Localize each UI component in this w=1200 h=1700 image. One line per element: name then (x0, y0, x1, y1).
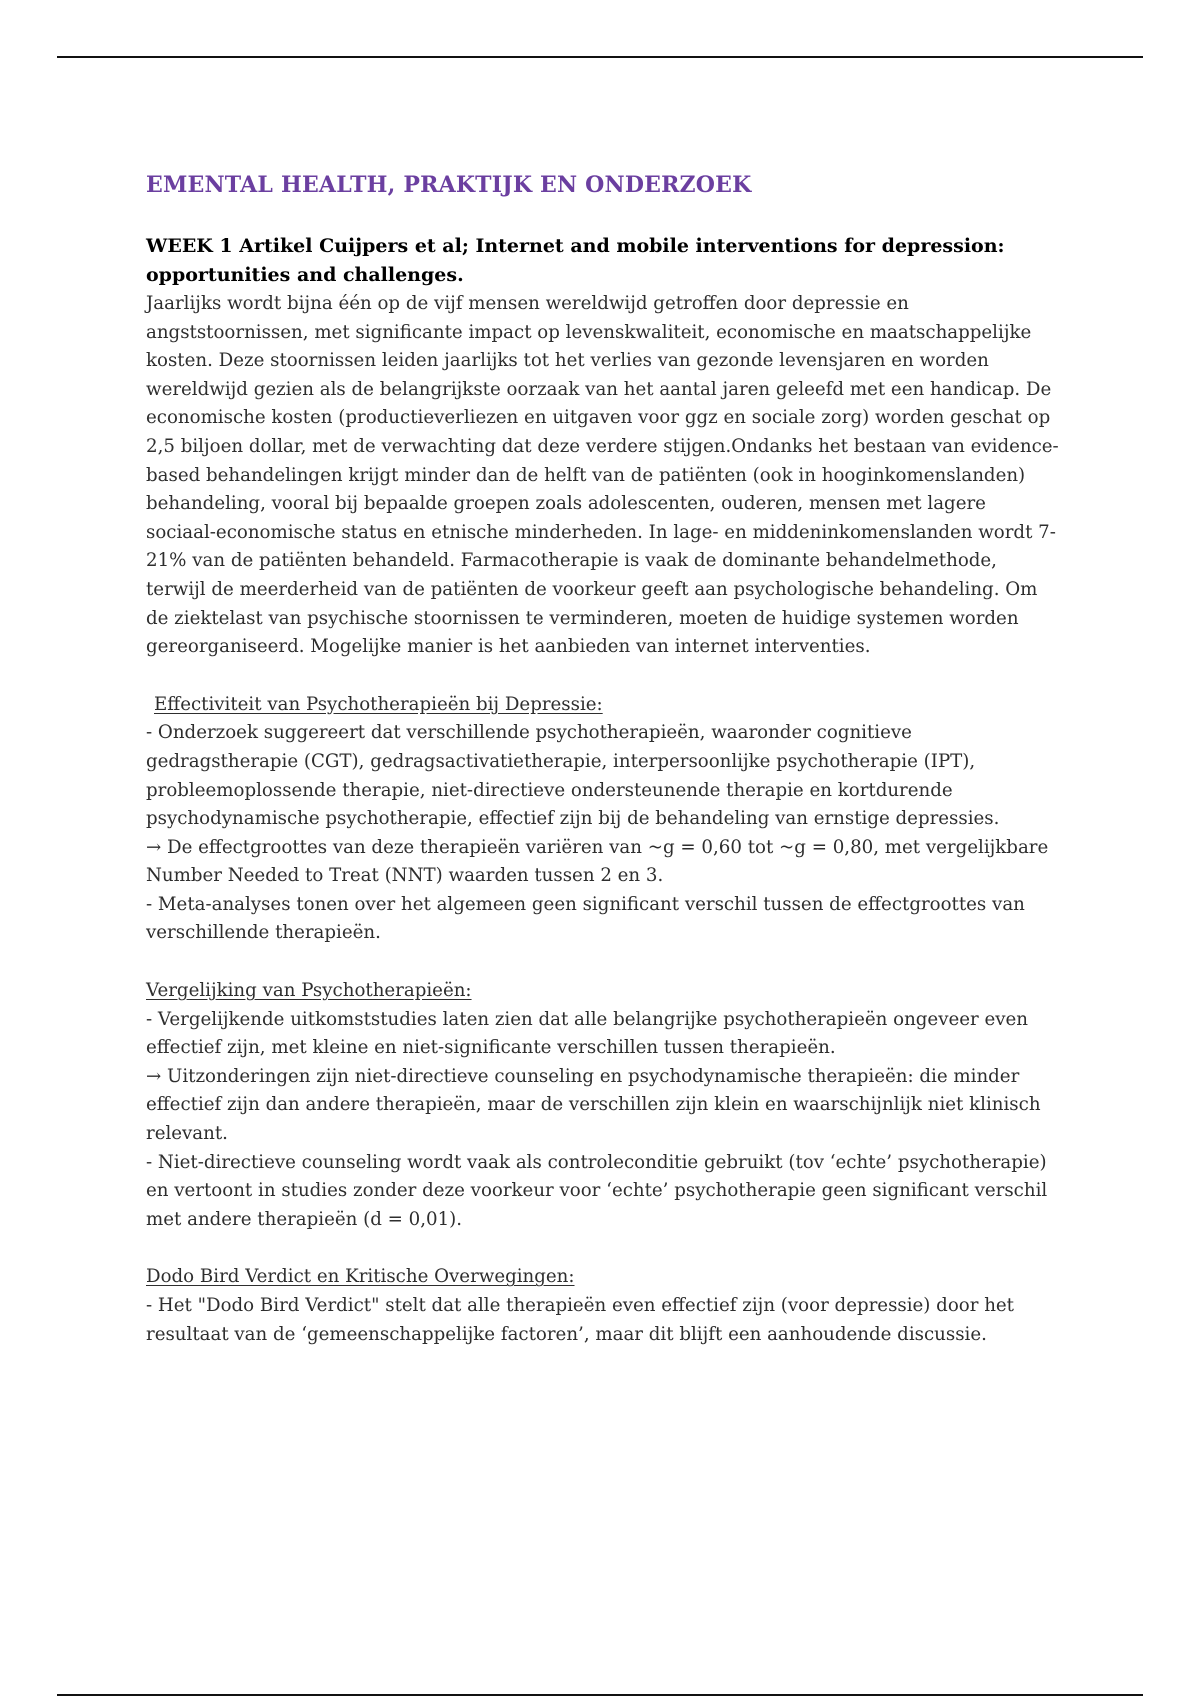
document-title: EMENTAL HEALTH, PRAKTIJK EN ONDERZOEK (146, 172, 752, 198)
section-dodo-bird (146, 1263, 1061, 1349)
section-vergelijking (146, 977, 1061, 1234)
section-effectiviteit (146, 691, 1061, 948)
section-line: - Onderzoek suggereert dat verschillende psychotherapieën, waaronder cognitieve gedragstherapie (CGT), gedragsactivatietherapie, interpersoonlijke psychotherapie (IPT), probleemoplossende therapie, niet-directieve ondersteunende therapie en kortdurende psychodynamische psychotherapie, effectief zijn bij de behandeling van ernstige depressies. (146, 722, 1000, 830)
section-line: - Vergelijkende uitkomststudies laten zien dat alle belangrijke psychotherapieën ongeveer even effectief zijn, met kleine en niet-significante verschillen tussen therapieën. (146, 1008, 1028, 1059)
section-line: → De effectgroottes van deze therapieën variëren van ~g = 0,60 tot ~g = 0,80, met vergelijkbare Number Needed to Treat (NNT) waarden tussen 2 en 3. (146, 836, 1049, 887)
section-line: - Het "Dodo Bird Verdict" stelt dat alle therapieën even effectief zijn (voor depressie) door het resultaat van de ‘gemeenschappelijke factoren’, maar dit blijft een aanhoudende discussie. (146, 1295, 1014, 1345)
document-content (146, 170, 1061, 1349)
section-heading: Effectiviteit van Psychotherapieën bij Depressie: (154, 693, 603, 715)
section-line: - Niet-directieve counseling wordt vaak als controleconditie gebruikt (tov ‘echte’ psychotherapie) en vertoont in studies zonder deze voorkeur voor ‘echte’ psychotherapie geen significant verschil met andere therapieën (d = 0,01). (146, 1151, 1048, 1230)
article-heading: WEEK 1 Artikel Cuijpers et al; Internet and mobile interventions for depression: opportunities and challenges. (146, 235, 1005, 286)
top-rule (57, 56, 1143, 58)
section-heading: Dodo Bird Verdict en Kritische Overwegingen: (146, 1266, 575, 1288)
section-line: - Meta-analyses tonen over het algemeen geen significant verschil tussen de effectgroottes van verschillende therapieën. (146, 893, 1025, 944)
intro-paragraph: Jaarlijks wordt bijna één op de vijf mensen wereldwijd getroffen door depressie en angststoornissen, met significante impact op levenskwaliteit, economische en maatschappelijke kosten. Deze stoornissen leiden jaarlijks tot het verlies van gezonde levensjaren en worden wereldwijd gezien als de belangrijkste oorzaak van het aantal jaren geleefd met een handicap. De economische kosten (productieverliezen en uitgaven voor ggz en sociale zorg) worden geschat op 2,5 biljoen dollar, met de verwachting dat deze verdere stijgen.Ondanks het bestaan van evidence-based behandelingen krijgt minder dan de helft van de patiënten (ook in hooginkomenslanden) behandeling, vooral bij bepaalde groepen zoals adolescenten, ouderen, mensen met lagere sociaal-economische status en etnische minderheden. In lage- en middeninkomenslanden wordt 7-21% van de patiënten behandeld. Farmacotherapie is vaak de dominante behandelmethode, terwijl de meerderheid van de patiënten de voorkeur geeft aan psychologische behandeling. Om de ziektelast van psychische stoornissen te verminderen, moeten de huidige systemen worden gereorganiseerd. Mogelijke manier is het aanbieden van internet interventies. (146, 293, 1059, 658)
bottom-rule (57, 1694, 1143, 1696)
section-heading: Vergelijking van Psychotherapieën: (146, 980, 472, 1002)
section-line: → Uitzonderingen zijn niet-directieve counseling en psychodynamische therapieën: die minder effectief zijn dan andere therapieën, maar de verschillen zijn klein en waarschijnlijk niet klinisch relevant. (146, 1065, 1041, 1145)
